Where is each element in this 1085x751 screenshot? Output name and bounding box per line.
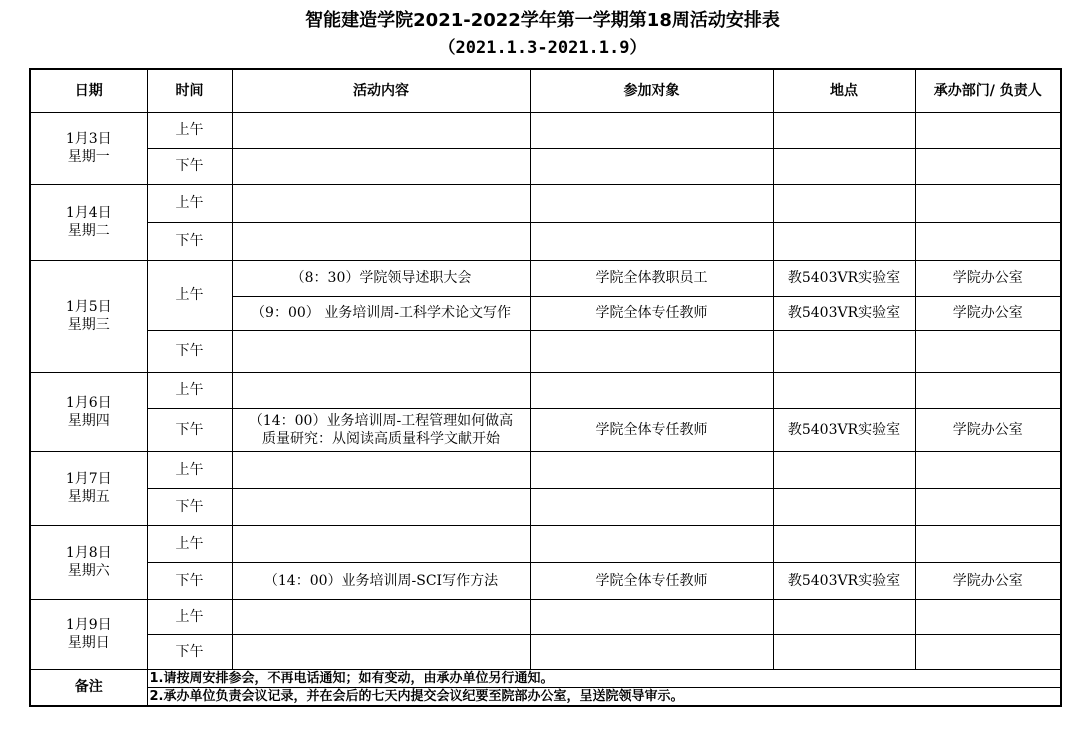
day-cell bbox=[30, 372, 147, 451]
table-row bbox=[30, 372, 1061, 408]
day-weekday: 星期六 bbox=[67, 563, 110, 579]
day-cell bbox=[30, 599, 147, 669]
day-date: 1月4日 bbox=[65, 205, 112, 221]
department-cell: 学院办公室 bbox=[915, 562, 1061, 599]
table-row bbox=[30, 330, 1061, 372]
day-weekday: 星期日 bbox=[67, 635, 110, 651]
header-date: 日期 bbox=[30, 69, 147, 112]
time-am: 上午 bbox=[147, 260, 232, 330]
day-cell bbox=[30, 525, 147, 599]
time-am: 上午 bbox=[147, 599, 232, 634]
header-participants: 参加对象 bbox=[530, 69, 773, 112]
day-date: 1月3日 bbox=[65, 131, 112, 147]
table-row bbox=[30, 634, 1061, 669]
time-pm: 下午 bbox=[147, 408, 232, 451]
day-cell bbox=[30, 184, 147, 260]
day-cell bbox=[30, 451, 147, 525]
table-row bbox=[30, 525, 1061, 562]
header-time: 时间 bbox=[147, 69, 232, 112]
department-cell: 学院办公室 bbox=[915, 408, 1061, 451]
note-line: 2.承办单位负责会议记录，并在会后的七天内提交会议纪要至院部办公室，呈送院领导审示。 bbox=[148, 687, 1061, 705]
day-weekday: 星期二 bbox=[67, 223, 110, 239]
participants-cell: 学院全体专任教师 bbox=[530, 408, 773, 451]
activity-cell bbox=[232, 408, 530, 451]
time-am: 上午 bbox=[147, 525, 232, 562]
day-cell bbox=[30, 260, 147, 372]
note-line: 1.请按周安排参会，不再电话通知；如有变动，由承办单位另行通知。 bbox=[149, 670, 554, 686]
day-cell bbox=[30, 112, 147, 184]
activity-cell: （14：00）业务培训周-SCI写作方法 bbox=[232, 562, 530, 599]
table-row bbox=[30, 148, 1061, 184]
time-pm: 下午 bbox=[147, 562, 232, 599]
table-row bbox=[30, 599, 1061, 634]
day-date: 1月6日 bbox=[65, 394, 112, 411]
table-row bbox=[30, 260, 1061, 296]
day-date: 1月5日 bbox=[65, 299, 112, 315]
schedule-table bbox=[29, 68, 1062, 707]
participants-cell: 学院全体专任教师 bbox=[530, 562, 773, 599]
location-cell: 教5403VR实验室 bbox=[773, 296, 915, 330]
time-pm: 下午 bbox=[147, 488, 232, 525]
table-row bbox=[30, 562, 1061, 599]
activity-line: （14：00）业务培训周-工程管理如何做高 bbox=[248, 412, 514, 429]
time-am: 上午 bbox=[147, 451, 232, 488]
participants-cell: 学院全体教职员工 bbox=[530, 260, 773, 296]
notes-label: 备注 bbox=[30, 669, 147, 706]
time-pm: 下午 bbox=[147, 634, 232, 669]
notes-row bbox=[30, 669, 1061, 706]
time-am: 上午 bbox=[147, 372, 232, 408]
time-am: 上午 bbox=[147, 112, 232, 148]
header-row bbox=[30, 69, 1061, 112]
participants-cell: 学院全体专任教师 bbox=[530, 296, 773, 330]
activity-line: 质量研究：从阅读高质量科学文献开始 bbox=[262, 430, 500, 447]
header-department: 承办部门/ 负责人 bbox=[915, 69, 1061, 112]
day-date: 1月8日 bbox=[65, 545, 112, 561]
table-row bbox=[30, 222, 1061, 260]
day-weekday: 星期三 bbox=[67, 317, 110, 333]
date-range: （2021.1.3-2021.1.9） bbox=[438, 38, 647, 58]
time-pm: 下午 bbox=[147, 222, 232, 260]
page-title: 智能建造学院2021-2022学年第一学期第18周活动安排表 bbox=[305, 10, 780, 31]
table-row bbox=[30, 184, 1061, 222]
department-cell: 学院办公室 bbox=[915, 296, 1061, 330]
day-weekday: 星期一 bbox=[67, 149, 110, 165]
day-weekday: 星期五 bbox=[67, 489, 110, 505]
notes-cell bbox=[147, 669, 1061, 706]
header-location: 地点 bbox=[773, 69, 915, 112]
location-cell: 教5403VR实验室 bbox=[773, 408, 915, 451]
location-cell: 教5403VR实验室 bbox=[773, 260, 915, 296]
activity-cell: （8：30）学院领导述职大会 bbox=[232, 260, 530, 296]
department-cell: 学院办公室 bbox=[915, 260, 1061, 296]
time-am: 上午 bbox=[147, 184, 232, 222]
table-row bbox=[30, 408, 1061, 451]
time-pm: 下午 bbox=[147, 330, 232, 372]
header-activity: 活动内容 bbox=[232, 69, 530, 112]
table-row bbox=[30, 112, 1061, 148]
table-row bbox=[30, 488, 1061, 525]
activity-cell: （9：00） 业务培训周-工科学术论文写作 bbox=[232, 296, 530, 330]
day-date: 1月9日 bbox=[65, 617, 112, 633]
day-weekday: 星期四 bbox=[67, 412, 110, 429]
day-date: 1月7日 bbox=[65, 471, 112, 487]
location-cell: 教5403VR实验室 bbox=[773, 562, 915, 599]
table-row bbox=[30, 451, 1061, 488]
time-pm: 下午 bbox=[147, 148, 232, 184]
